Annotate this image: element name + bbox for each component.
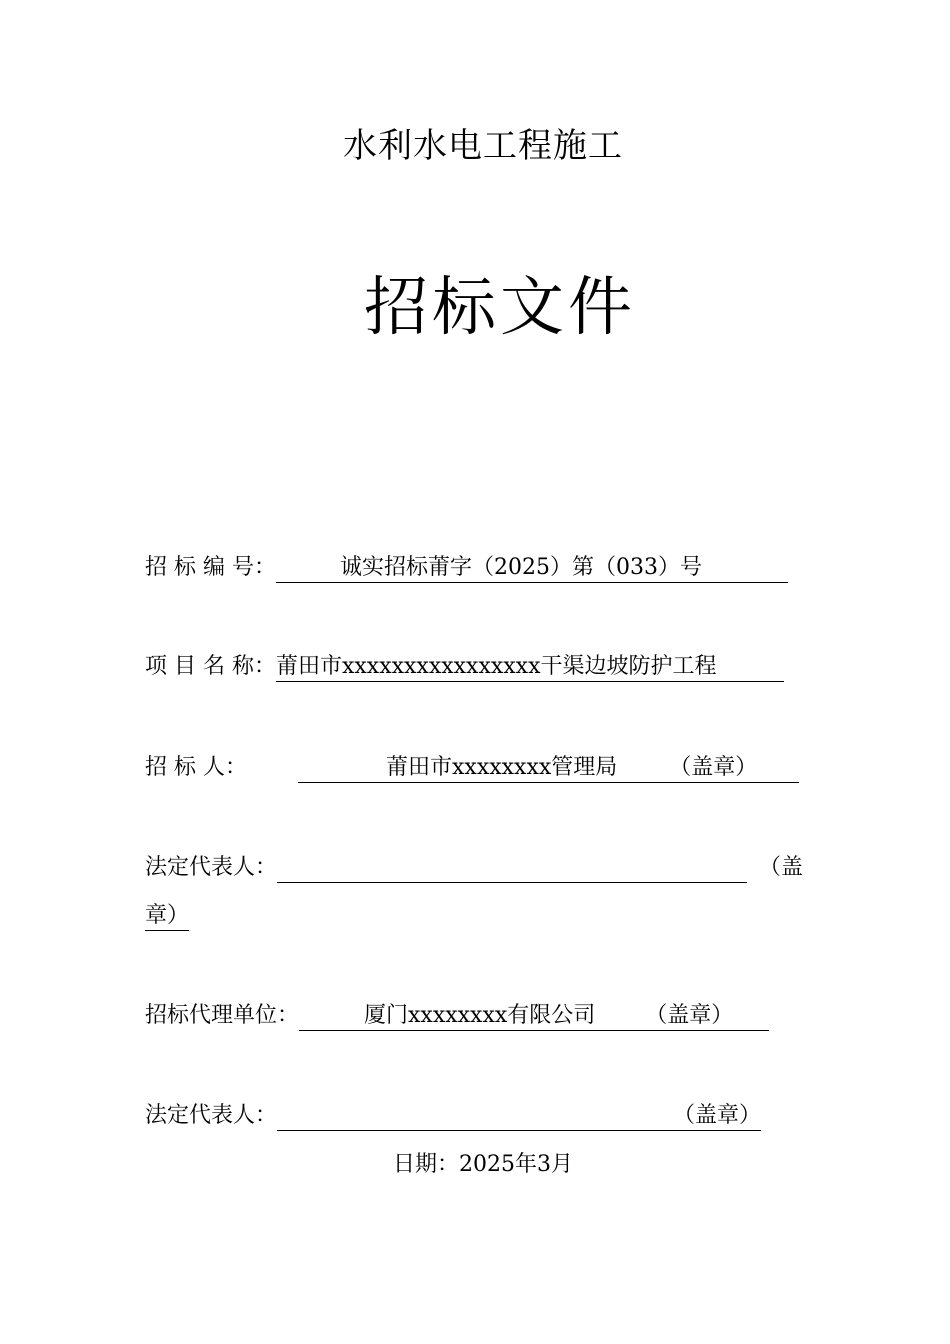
legal-rep-1-seal-tail: 章） [145, 902, 189, 931]
tender-number-value: 诚实招标莆字（2025）第（033）号 [339, 555, 702, 580]
tenderer-label: 招 标 人： [145, 755, 247, 780]
tenderer-value: 莆田市xxxxxxxx管理局 [386, 755, 618, 780]
agency-row [145, 1001, 769, 1031]
legal-rep-2-underline [277, 1102, 761, 1131]
tender-number-underline [276, 554, 788, 583]
agency-underline [299, 1002, 769, 1031]
tenderer-seal: （盖章） [669, 755, 758, 780]
project-name-row [145, 652, 784, 682]
legal-rep-1-label: 法定代表人： [145, 855, 278, 880]
document-date: 日期：2025年3月 [393, 1152, 573, 1177]
legal-rep-1-row [145, 853, 803, 883]
legal-rep-1-underline [277, 882, 747, 883]
legal-rep-2-row [145, 1101, 761, 1131]
tenderer-row [145, 753, 799, 783]
project-name-label: 项 目 名 称： [145, 654, 276, 679]
project-name-value: 莆田市xxxxxxxxxxxxxxxx干渠边坡防护工程 [275, 654, 717, 679]
tender-number-label: 招 标 编 号： [145, 555, 276, 580]
legal-rep-2-label: 法定代表人： [145, 1103, 278, 1128]
legal-rep-1-seal-head: （盖 [759, 855, 804, 880]
tender-number-row [145, 553, 788, 583]
project-name-underline [276, 653, 784, 682]
document-subtitle: 水利水电工程施工 [343, 126, 623, 166]
agency-seal: （盖章） [645, 1003, 734, 1028]
legal-rep-2-seal: （盖章） [673, 1103, 762, 1128]
agency-label: 招标代理单位： [145, 1003, 300, 1028]
tenderer-underline [298, 754, 799, 783]
agency-value: 厦门xxxxxxxx有限公司 [364, 1003, 596, 1028]
document-title: 招标文件 [364, 271, 636, 345]
